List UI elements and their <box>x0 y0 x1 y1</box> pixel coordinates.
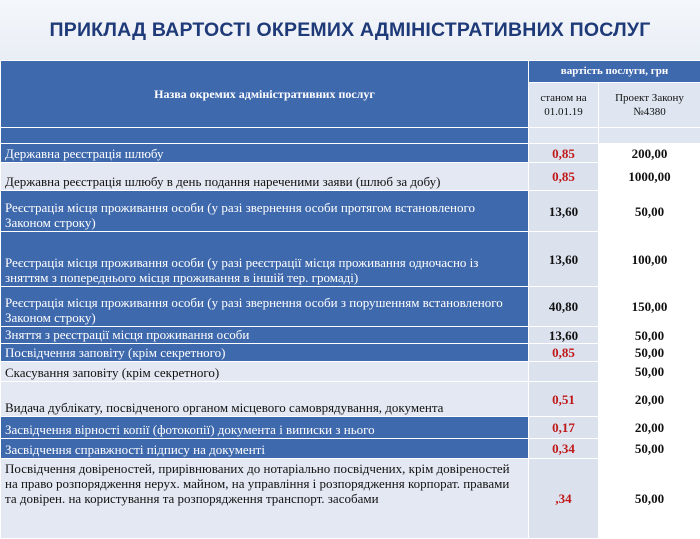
old-price <box>529 362 599 382</box>
old-price: 0,51 <box>529 382 599 417</box>
service-name: Посвідчення довіреностей, прирівнюваних до нотаріально посвідчених, крім довіреностей на право розпорядження нерух. майном, на управління і розпорядження корпорат. правами та довірен. на користування та розпорядження транспорт. засобами <box>1 459 529 539</box>
new-price: 150,00 <box>599 287 700 327</box>
service-name: Скасування заповіту (крім секретного) <box>1 362 529 382</box>
page-title: ПРИКЛАД ВАРТОСТІ ОКРЕМИХ АДМІНІСТРАТИВНИХ ПОСЛУГ <box>0 0 700 60</box>
service-name: Посвідчення заповіту (крім секретного) <box>1 344 529 362</box>
new-price: 20,00 <box>599 417 700 439</box>
services-cost-table <box>0 60 700 539</box>
new-price: 100,00 <box>599 232 700 287</box>
old-price: 13,60 <box>529 232 599 287</box>
new-price: 50,00 <box>599 439 700 459</box>
service-name: Державна реєстрація шлюбу в день подання нареченими заяви (шлюб за добу) <box>1 163 529 191</box>
table-row <box>1 232 700 287</box>
header-old-column: станом на 01.01.19 <box>529 83 599 128</box>
old-price: 0,85 <box>529 144 599 163</box>
new-price: 50,00 <box>599 327 700 344</box>
table-row <box>1 163 700 191</box>
table-row <box>1 191 700 232</box>
table-row <box>1 144 700 163</box>
new-price: 50,00 <box>599 191 700 232</box>
header-spacer <box>1 128 529 144</box>
table-row <box>1 327 700 344</box>
table-row <box>1 459 700 539</box>
new-price: 200,00 <box>599 144 700 163</box>
table-row <box>1 417 700 439</box>
service-name: Державна реєстрація шлюбу <box>1 144 529 163</box>
service-name: Видача дублікату, посвідченого органом місцевого самоврядування, документа <box>1 382 529 417</box>
new-price: 50,00 <box>599 362 700 382</box>
header-name-column: Назва окремих адміністративних послуг <box>1 61 529 128</box>
table-row <box>1 287 700 327</box>
service-name: Засвідчення вірності копії (фотокопії) документа і виписки з нього <box>1 417 529 439</box>
table-row <box>1 344 700 362</box>
new-price: 1000,00 <box>599 163 700 191</box>
old-price: 13,60 <box>529 191 599 232</box>
new-price: 20,00 <box>599 382 700 417</box>
table-row <box>1 362 700 382</box>
new-price: 50,00 <box>599 344 700 362</box>
header-cost-column: вартість послуги, грн <box>529 61 700 83</box>
old-price: ,34 <box>529 459 599 539</box>
header-new-column: Проект Закону №4380 <box>599 83 700 128</box>
old-price: 40,80 <box>529 287 599 327</box>
service-name: Реєстрація місця проживання особи (у разі звернення особи з порушенням встановленого Законом строку) <box>1 287 529 327</box>
new-price: 50,00 <box>599 459 700 539</box>
old-price: 13,60 <box>529 327 599 344</box>
table-row <box>1 382 700 417</box>
table-row <box>1 439 700 459</box>
old-price: 0,85 <box>529 163 599 191</box>
service-name: Зняття з реєстрації місця проживання особи <box>1 327 529 344</box>
header-spacer <box>599 128 700 144</box>
old-price: 0,34 <box>529 439 599 459</box>
header-spacer <box>529 128 599 144</box>
service-name: Реєстрація місця проживання особи (у разі реєстрації місця проживання одночасно із зняттям з попереднього місця проживання в іншій тер. громаді) <box>1 232 529 287</box>
old-price: 0,85 <box>529 344 599 362</box>
service-name: Реєстрація місця проживання особи (у разі звернення особи протягом встановленого Законом строку) <box>1 191 529 232</box>
service-name: Засвідчення справжності підпису на документі <box>1 439 529 459</box>
old-price: 0,17 <box>529 417 599 439</box>
